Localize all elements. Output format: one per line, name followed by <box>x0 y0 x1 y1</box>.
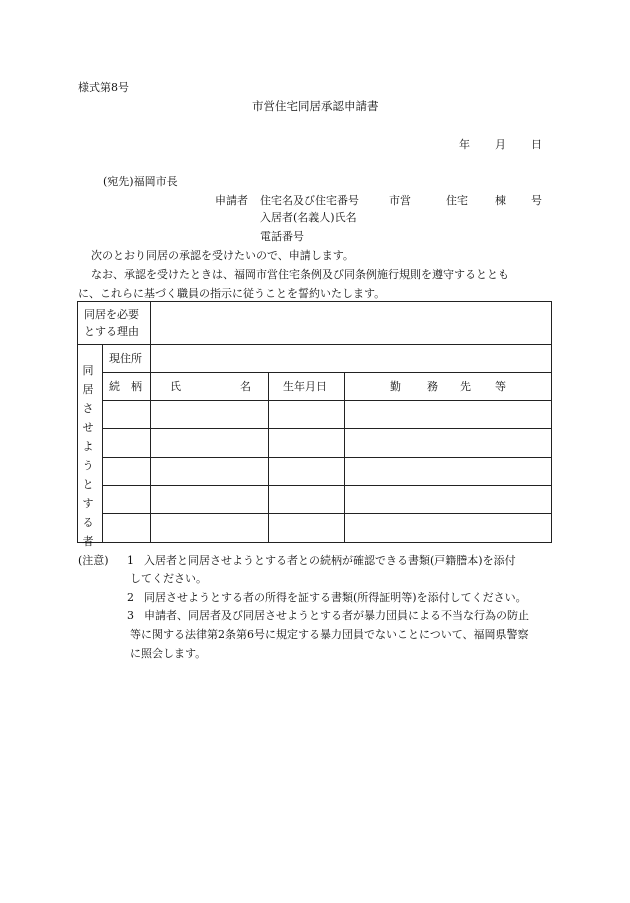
header-work-3: 先 <box>460 380 471 393</box>
header-work-4: 等 <box>495 380 506 393</box>
housing-go: 号 <box>531 194 542 207</box>
reason-label-line-2: とする理由 <box>84 325 139 338</box>
notes-label: (注意) <box>78 554 109 567</box>
page-title: 市営住宅同居承認申請書 <box>252 99 379 113</box>
table-rule <box>102 344 103 543</box>
applicant-label: 申請者 <box>215 194 248 207</box>
body-line-2: なお、承認を受けたときは、福岡市営住宅条例及び同条例施行規則を遵守するととも <box>91 268 509 281</box>
header-work-1: 勤 <box>390 380 401 393</box>
header-name-2: 名 <box>240 380 251 393</box>
form-number: 様式第8号 <box>78 81 129 94</box>
note-1-number: 1 <box>127 554 134 567</box>
header-relation: 続 柄 <box>109 380 142 393</box>
cohabitation-table <box>77 301 552 543</box>
note-3-number: 3 <box>127 609 134 622</box>
table-rule <box>102 485 552 486</box>
header-birthdate: 生年月日 <box>283 380 327 393</box>
note-3-line-1: 申請者、同居者及び同居させようとする者が暴力団員による不当な行為の防止 <box>144 609 529 622</box>
date-year: 年 <box>459 138 470 151</box>
note-1-line-1: 入居者と同居させようとする者との続柄が確認できる書類(戸籍謄本)を添付 <box>144 554 516 567</box>
header-name-1: 氏 <box>170 380 181 393</box>
body-line-3: に、これらに基づく職員の指示に従うことを誓約いたします。 <box>78 287 386 300</box>
table-rule <box>77 344 552 345</box>
table-rule <box>344 372 345 543</box>
table-rule <box>102 400 552 401</box>
note-3-line-3: に照会します。 <box>130 647 207 660</box>
note-1-line-2: してください。 <box>130 572 207 585</box>
table-rule <box>150 301 151 345</box>
addressee: (宛先)福岡市長 <box>103 175 178 188</box>
address-label: 現住所 <box>109 352 142 365</box>
note-2-number: 2 <box>127 591 134 604</box>
body-line-1: 次のとおり同居の承認を受けたいので、申請します。 <box>91 249 354 262</box>
table-rule <box>102 513 552 514</box>
housing-city: 市営 <box>389 194 411 207</box>
header-work-2: 務 <box>427 380 438 393</box>
table-rule <box>102 457 552 458</box>
table-rule <box>150 344 151 543</box>
note-3-line-2: 等に関する法律第2条第6号に規定する暴力団員でないことについて、福岡県警察 <box>130 628 529 641</box>
cohabitant-side-label: 同居させようとする者 <box>82 364 94 548</box>
table-rule <box>102 428 552 429</box>
reason-label-line-1: 同居を必要 <box>84 308 139 321</box>
note-2-line-1: 同居させようとする者の所得を証する書類(所得証明等)を添付してください。 <box>144 591 527 604</box>
date-month: 月 <box>495 138 506 151</box>
housing-jutaku: 住宅 <box>446 194 468 207</box>
housing-name-label: 住宅名及び住宅番号 <box>260 194 359 207</box>
tenant-name-label: 入居者(名義人)氏名 <box>260 211 357 224</box>
table-rule <box>102 372 552 373</box>
table-rule <box>268 372 269 543</box>
phone-label: 電話番号 <box>260 230 304 243</box>
date-day: 日 <box>531 138 542 151</box>
housing-mune: 棟 <box>495 194 506 207</box>
